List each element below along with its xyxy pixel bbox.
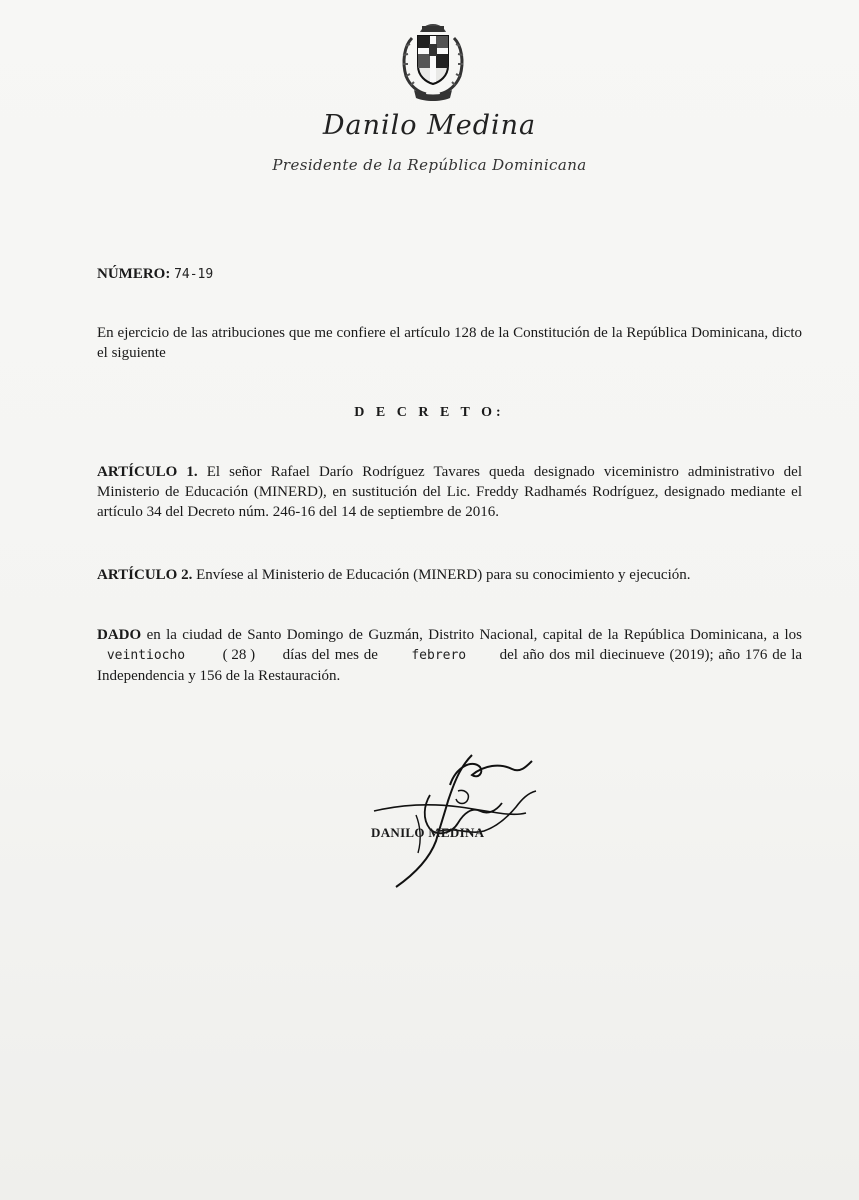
dado-text-middle: días del mes de: [282, 647, 378, 663]
article-1: [97, 462, 802, 522]
decree-heading: D E C R E T O:: [354, 405, 505, 420]
article-1-label: ARTÍCULO 1.: [97, 464, 198, 480]
dado-text-before: en la ciudad de Santo Domingo de Guzmán, Distrito Nacional, capital de la República Dominicana, a los: [146, 627, 803, 643]
handwritten-signature: [360, 745, 550, 895]
decree-number: [97, 266, 213, 283]
coat-of-arms-icon: [398, 20, 468, 104]
dado-text-after: del año dos mil diecinueve (2019); año 176 de la Independencia y 156 de la Restauración.: [97, 647, 803, 684]
article-2: [97, 565, 802, 585]
signature-name: DANILO MEDINA: [371, 825, 485, 840]
president-title: Presidente de la República Dominicana: [272, 156, 587, 174]
decree-number-value: 74-19: [174, 267, 214, 282]
article-2-label: ARTÍCULO 2.: [97, 567, 193, 583]
dado-month: febrero: [411, 648, 467, 663]
president-name: Danilo Medina: [322, 110, 537, 141]
intro-paragraph: En ejercicio de las atribuciones que me confiere el artículo 128 de la Constitución de la República Dominicana, dicto el siguiente: [97, 325, 802, 361]
article-2-text: Envíese al Ministerio de Educación (MINERD) para su conocimiento y ejecución.: [196, 567, 691, 583]
dado-day-words: veintiocho: [106, 648, 186, 663]
decree-number-label: NÚMERO:: [97, 266, 171, 282]
article-1-text: El señor Rafael Darío Rodríguez Tavares queda designado viceministro administrativo del Ministerio de Educación (MINERD), en sustitución del Lic. Freddy Radhamés Rodríguez, designado mediante el artículo 34 del Decreto núm. 246-16 del 14 de septiembre de 2016.: [97, 464, 802, 520]
dado-label: DADO: [97, 627, 142, 643]
dado-day-number: ( 28 ): [222, 647, 256, 663]
dado-paragraph: [97, 625, 802, 686]
